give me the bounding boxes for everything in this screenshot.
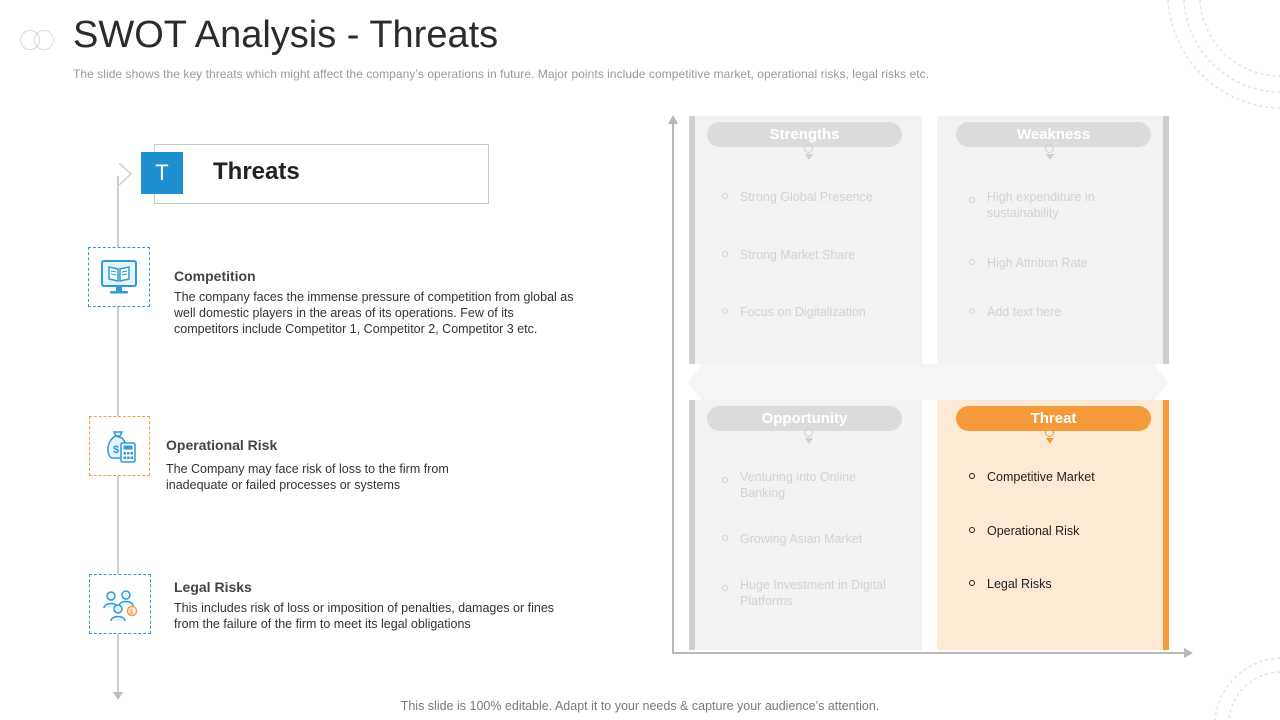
pill-threat: Threat xyxy=(956,406,1151,431)
opportunity-item: Venturing into Online Banking xyxy=(740,469,890,501)
strengths-item: Strong Market Share xyxy=(740,247,905,263)
pill-threat-arrow xyxy=(1046,438,1054,444)
pill-strengths-dot xyxy=(804,144,813,153)
threat-item: Legal Risks xyxy=(987,576,1152,592)
threat-item: Competitive Market xyxy=(987,469,1152,485)
threats-pointer xyxy=(118,163,132,185)
weakness-item: High expenditure in sustainability xyxy=(987,189,1127,221)
quadrant-threat-bar xyxy=(1163,400,1169,650)
page-subtitle: The slide shows the key threats which might affect the company’s operations in future. Major points include competitive market, operational risks, legal risks etc. xyxy=(73,67,930,81)
threats-header-box xyxy=(154,144,489,204)
weakness-item: Add text here xyxy=(987,304,1152,320)
pill-strengths: Strengths xyxy=(707,122,902,147)
weakness-item: High Attrition Rate xyxy=(987,255,1152,271)
svg-text:$: $ xyxy=(112,444,119,456)
threats-heading: Threats xyxy=(213,158,300,185)
strengths-item: Focus on Digitalization xyxy=(740,304,905,320)
monitor-book-icon xyxy=(99,257,139,297)
svg-text:$: $ xyxy=(129,609,134,616)
competition-description: The company faces the immense pressure of competition from global as well domestic players in the areas of its operations. Few of its competitors include Competitor 1, Competitor 2, Competitor 3 etc. xyxy=(174,290,574,336)
matrix-horizontal-axis-arrow xyxy=(1184,648,1193,658)
logo-circles xyxy=(20,30,56,50)
logo-circle-right xyxy=(34,30,54,50)
quadrant-strengths-bar xyxy=(689,116,695,364)
competition-title: Competition xyxy=(174,268,256,284)
pill-threat-dot xyxy=(1045,428,1054,437)
pill-weakness: Weakness xyxy=(956,122,1151,147)
pill-weakness-arrow xyxy=(1046,154,1054,160)
matrix-vertical-axis xyxy=(672,122,674,653)
quadrant-opportunity-bar xyxy=(689,400,695,650)
matrix-center-divider xyxy=(688,364,1168,400)
pill-opportunity-arrow xyxy=(805,438,813,444)
pill-opportunity-dot xyxy=(804,428,813,437)
pill-strengths-arrow xyxy=(805,154,813,160)
pill-opportunity: Opportunity xyxy=(707,406,902,431)
operational-risk-description: The Company may face risk of loss to the firm from inadequate or failed processes or systems xyxy=(166,462,449,492)
people-group-icon xyxy=(100,584,140,624)
money-bag-calculator-icon xyxy=(100,426,140,466)
decorative-arcs-top-right xyxy=(1150,0,1280,115)
opportunity-item: Growing Asian Market xyxy=(740,531,905,547)
page-title: SWOT Analysis - Threats xyxy=(73,14,499,56)
opportunity-item: Huge Investment in Digital Platforms xyxy=(740,577,905,609)
t-badge: T xyxy=(141,152,183,194)
footer-note: This slide is 100% editable. Adapt it to your needs & capture your audience’s attention. xyxy=(400,699,880,713)
operational-risk-title: Operational Risk xyxy=(166,437,278,453)
pill-weakness-dot xyxy=(1045,144,1054,153)
matrix-vertical-axis-arrow xyxy=(668,115,678,124)
threat-item: Operational Risk xyxy=(987,523,1152,539)
legal-risks-description: This includes risk of loss or imposition of penalties, damages or fines from the failure of the firm to meet its legal obligations xyxy=(174,601,555,631)
quadrant-weakness-bar xyxy=(1163,116,1169,364)
operational-risk-icon-box xyxy=(89,416,150,476)
competition-icon-box xyxy=(88,247,150,307)
legal-risks-title: Legal Risks xyxy=(174,579,252,595)
legal-risks-icon-box xyxy=(89,574,151,634)
strengths-item: Strong Global Presence xyxy=(740,189,905,205)
matrix-horizontal-axis xyxy=(672,652,1186,654)
